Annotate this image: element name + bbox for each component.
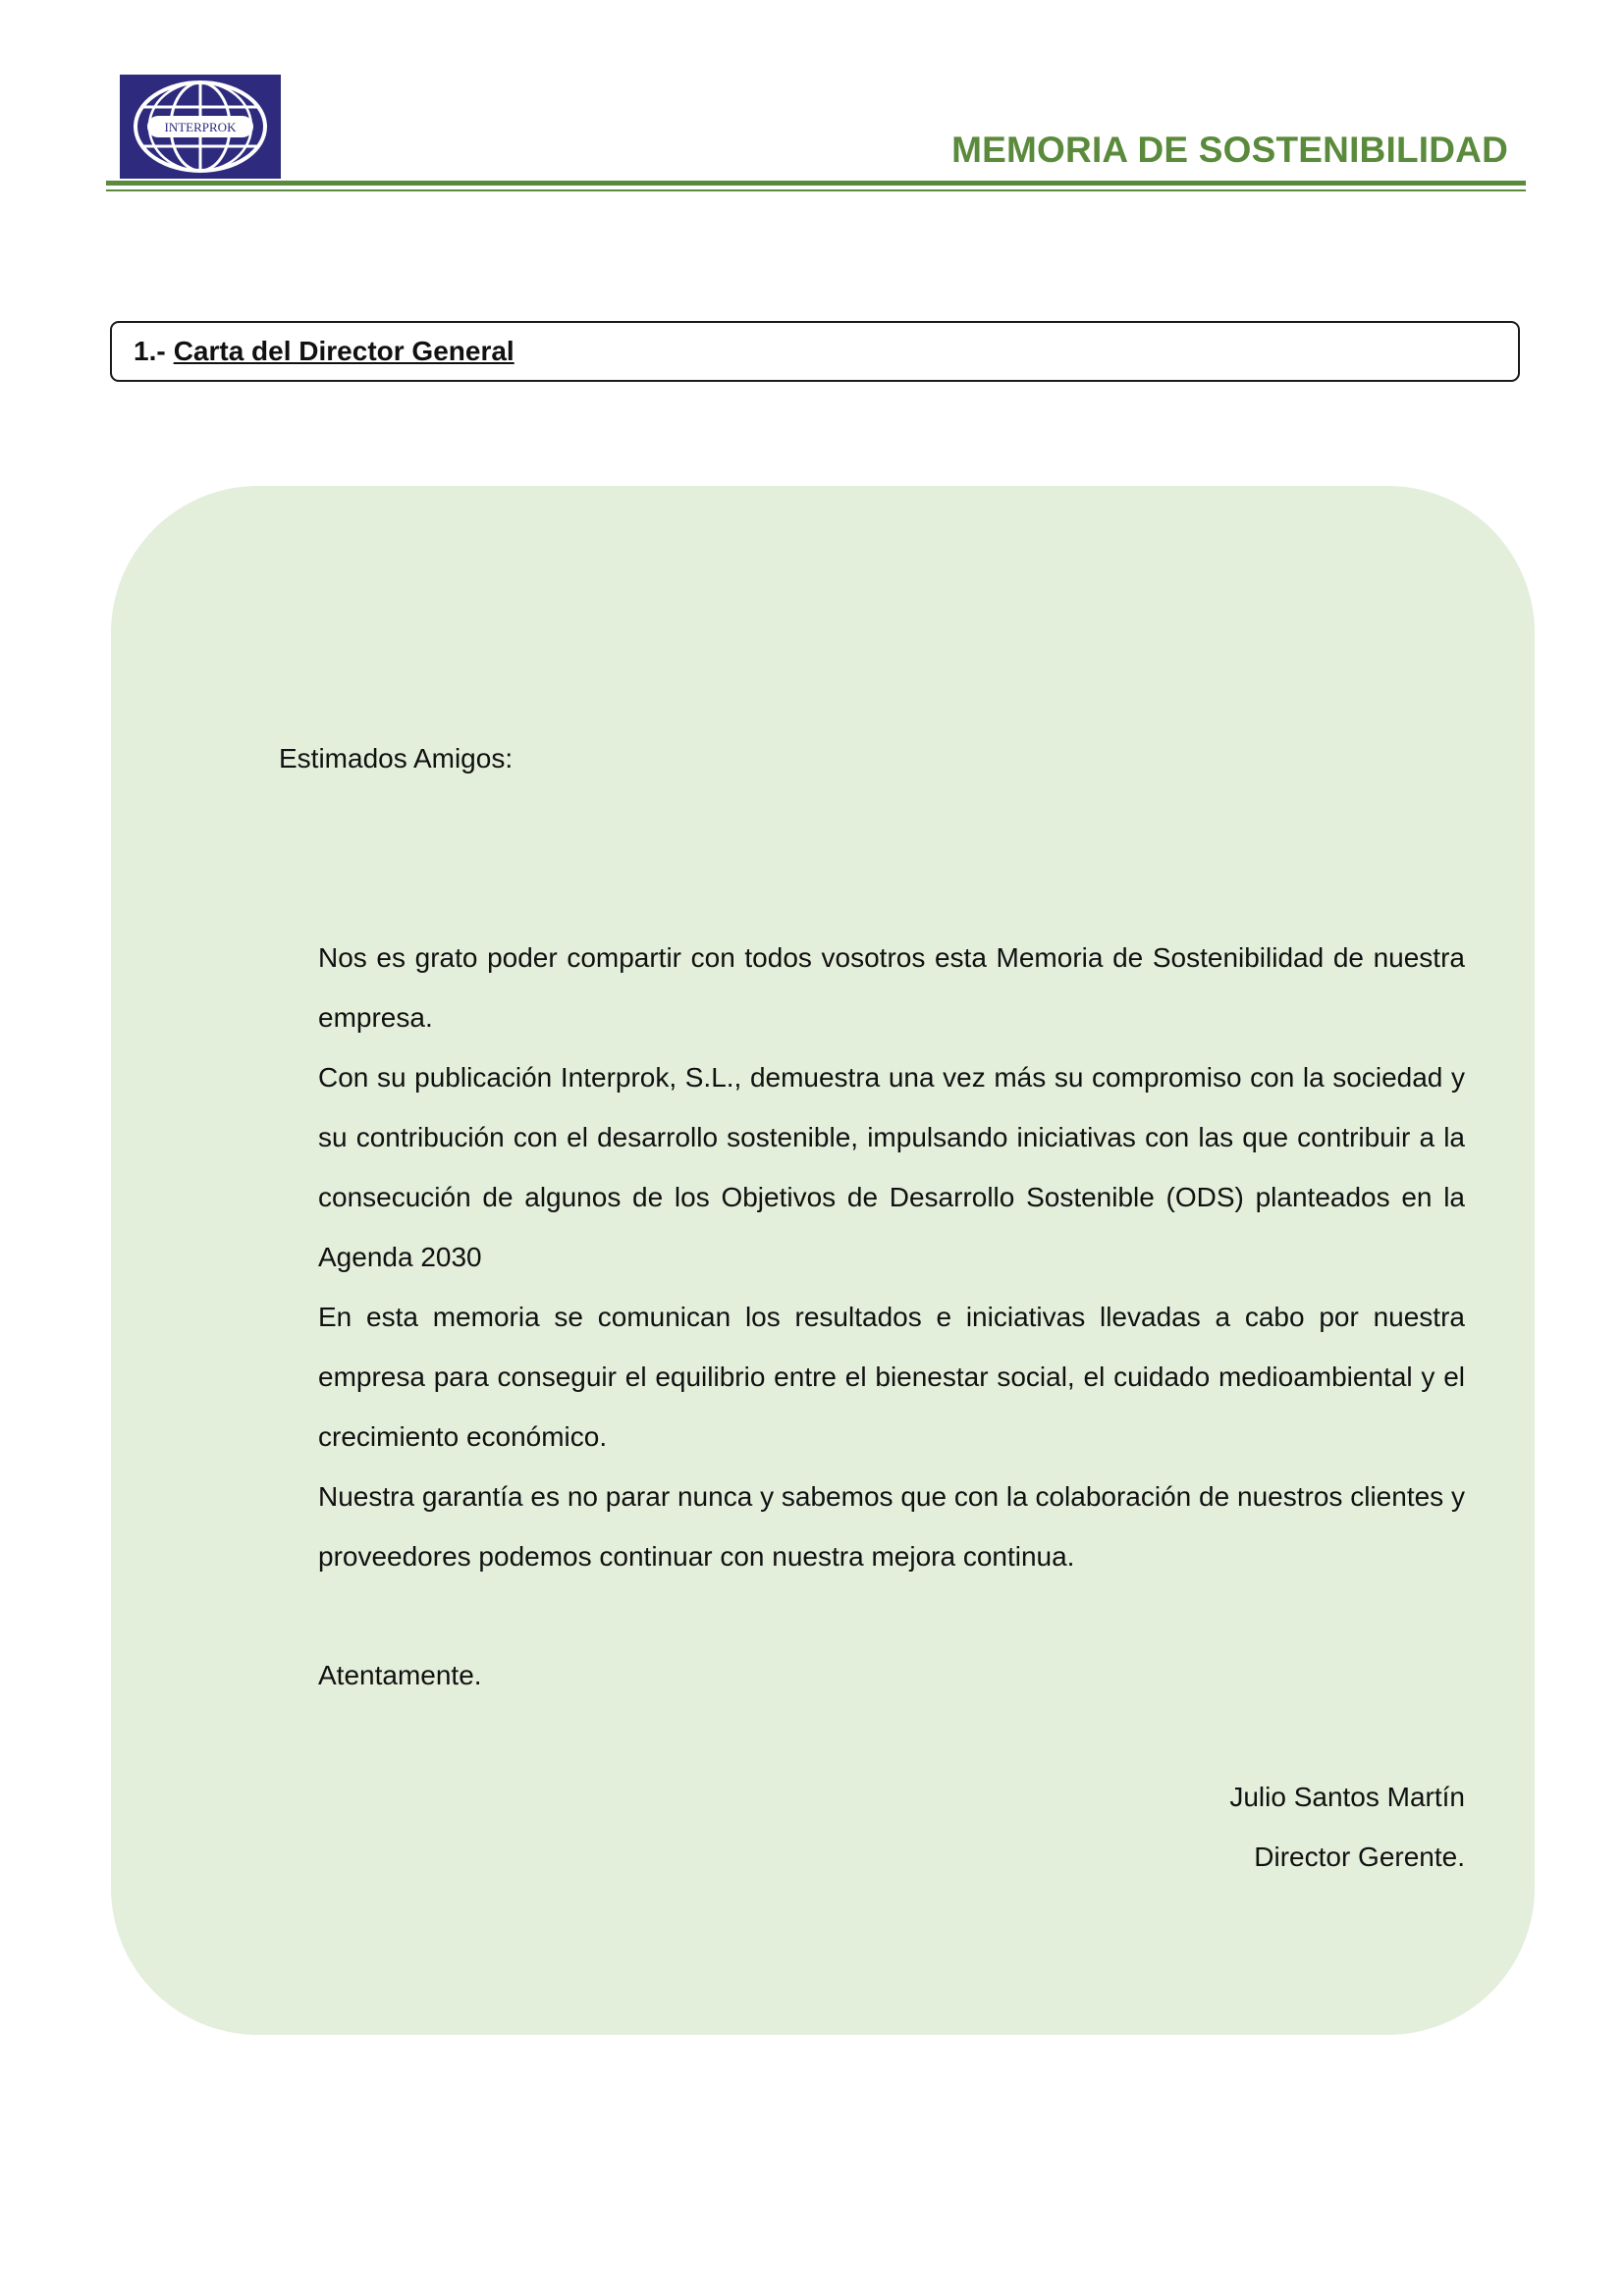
letter-paragraph: Nos es grato poder compartir con todos vosotros esta Memoria de Sostenibilidad de nuestra empresa. (318, 942, 1465, 1033)
letter-signature (1229, 1767, 1465, 1887)
section-heading-box (110, 321, 1520, 382)
document-title: MEMORIA DE SOSTENIBILIDAD (951, 130, 1508, 170)
signer-role: Director Gerente. (1254, 1842, 1465, 1872)
letter-closing: Atentamente. (318, 1660, 482, 1690)
signer-name: Julio Santos Martín (1229, 1782, 1465, 1812)
globe-logo-icon (120, 75, 281, 179)
letter-paragraph: Nuestra garantía es no parar nunca y sabemos que con la colaboración de nuestros clientes y proveedores podemos continuar con nuestra mejora continua. (318, 1481, 1465, 1572)
letter-greeting: Estimados Amigos: (279, 743, 514, 774)
section-title: Carta del Director General (173, 336, 514, 366)
header-rule (106, 181, 1526, 186)
logo-text: INTERPROK (164, 120, 237, 134)
letter-paragraph: En esta memoria se comunican los resultados e iniciativas llevadas a cabo por nuestra empresa para conseguir el equilibrio entre el bienestar social, el cuidado medioambiental y el crecimiento económico. (318, 1302, 1465, 1452)
letter-body (318, 928, 1465, 1586)
section-number: 1.- (134, 336, 166, 366)
letter-paragraph: Con su publicación Interprok, S.L., demuestra una vez más su compromiso con la sociedad y su contribución con el desarrollo sostenible, impulsando iniciativas con las que contribuir a la consecución de algunos de los Objetivos de Desarrollo Sostenible (ODS) planteados en la Agenda 2030 (318, 1062, 1465, 1272)
company-logo (120, 75, 281, 179)
header-rule-thin (106, 189, 1526, 191)
